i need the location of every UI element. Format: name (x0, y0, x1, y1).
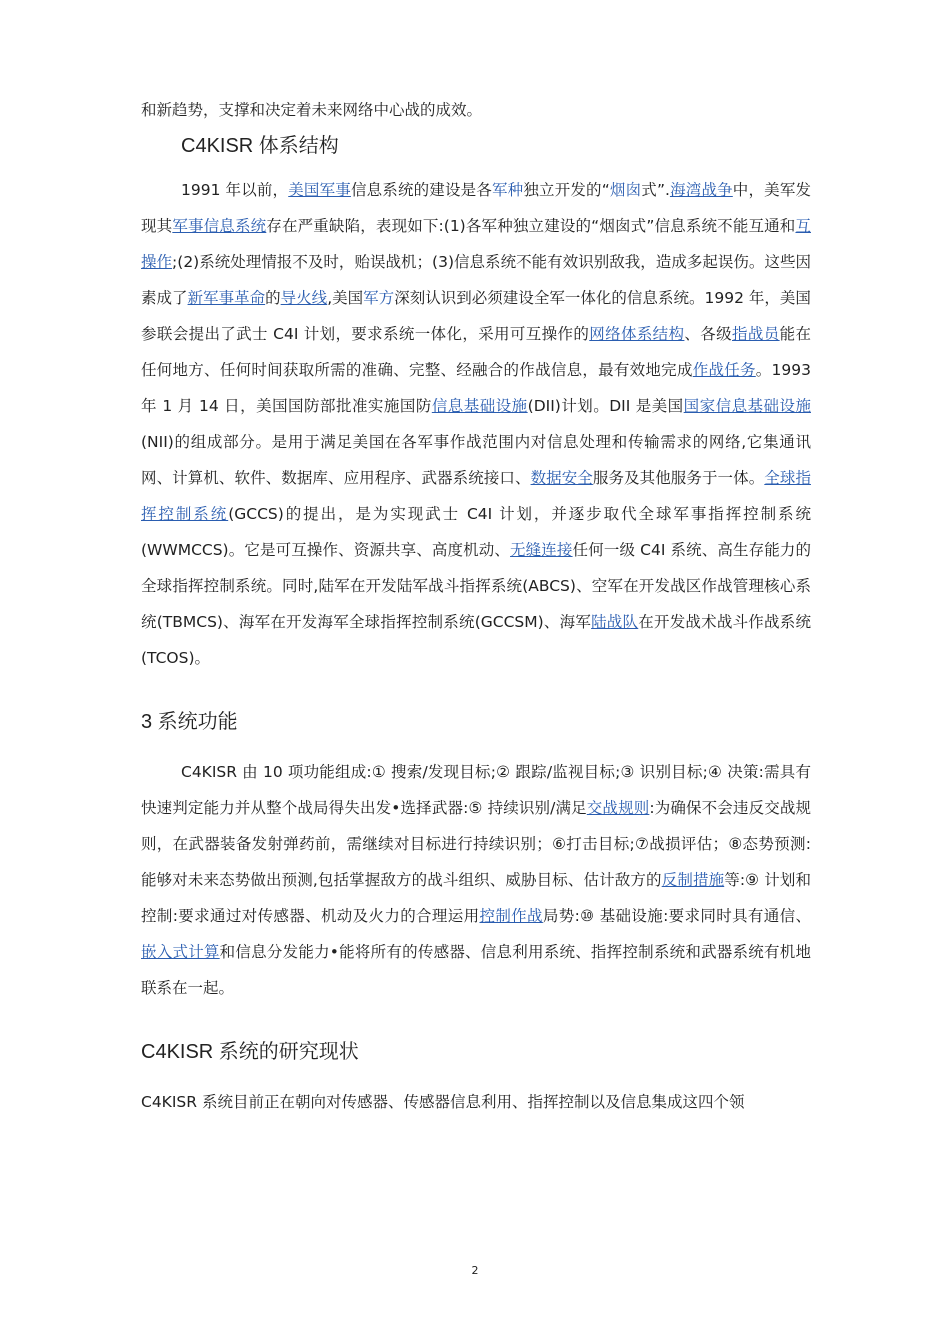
text-run: 独立开发的“ (523, 181, 610, 199)
text-run: 式”. (641, 181, 670, 199)
hyperlink[interactable]: 互操作 (141, 217, 811, 271)
document-body (141, 92, 811, 1120)
hyperlink[interactable]: 军事信息系统 (172, 217, 267, 235)
text-run: 深刻认识到必须建设全军一体化的信息系统。1992 年，美国参联会提出了武士 C4I 计划，要求系统一体化，采用可互操作的 (141, 289, 811, 343)
hyperlink[interactable]: 美国军事 (288, 181, 351, 199)
text-run: C4KISR 系统目前正在朝向对传感器、传感器信息利用、指挥控制以及信息集成这四个领 (141, 1093, 745, 1111)
paragraph-architecture (141, 172, 811, 676)
hyperlink[interactable]: 导火线 (280, 289, 328, 307)
hyperlink[interactable]: 指战员 (732, 325, 780, 343)
text-run: 局势:⑩ 基础设施:要求同时具有通信、 (542, 907, 811, 925)
paragraph-continuation (141, 92, 811, 128)
text-run: ,美国 (327, 289, 364, 307)
text-run: 存在严重缺陷，表现如下:(1)各军种独立建设的“烟囱式”信息系统不能互通和 (266, 217, 796, 235)
text-run: 任何一级 C4I 系统、高生存能力的全球指挥控制系统。同时,陆军在开发陆军战斗指挥系统(ABCS)、空军在开发战区作战管理核心系统(TBMCS)、海军在开发海军全球指挥控制系统(GCCSM)、海军 (141, 541, 811, 631)
text-run: 信息系统的建设是各 (350, 181, 492, 199)
text-run: 军方 (363, 289, 395, 307)
hyperlink[interactable]: 交战规则 (586, 799, 650, 817)
hyperlink[interactable]: 无缝连接 (510, 541, 573, 559)
hyperlink[interactable]: 新军事革命 (187, 289, 266, 307)
text-run: (DII)计划。DII 是美国 (527, 397, 684, 415)
text-run: (NII)的组成部分。是用于满足美国在各军事作战范围内对信息处理和传输需求的网络,它集通讯网、计算机、软件、数据库、应用程序、武器系统接口、 (141, 433, 811, 487)
text-run: 、各级 (684, 325, 732, 343)
text-run: 。1993 年 1 月 14 日，美国国防部批准实施国防 (141, 361, 811, 415)
text-run: 的 (265, 289, 281, 307)
text-run: 服务及其他服务于一体。 (592, 469, 765, 487)
hyperlink[interactable]: 陆战队 (591, 613, 639, 631)
page-number: 2 (471, 1264, 479, 1277)
hyperlink[interactable]: 海湾战争 (669, 181, 733, 199)
section-heading-functions: 3 系统功能 (141, 711, 238, 733)
section-heading-research-status: C4KISR 系统的研究现状 (141, 1041, 359, 1063)
hyperlink[interactable]: 反制措施 (661, 871, 725, 889)
text-run: ;(2)系统处理情报不及时，贻误战机；(3)信息系统不能有效识别敌我，造成多起误伤。这些因素成了 (141, 253, 811, 307)
paragraph-research-status (141, 1084, 811, 1120)
text-run: C4KISR 由 10 项功能组成:① 搜索/发现目标;② 跟踪/监视目标;③ 识别目标;④ 决策:需具有快速判定能力并从整个战局得失出发•选择武器:⑤ 持续识别/满足 (141, 763, 811, 817)
text-run: 1991 年以前， (181, 181, 289, 199)
text-run: 等:⑨ 计划和控制:要求通过对传感器、机动及火力的合理运用 (141, 871, 811, 925)
hyperlink[interactable]: 国家信息基础设施 (683, 397, 811, 415)
text-run: 军种 (492, 181, 524, 199)
hyperlink[interactable]: 全球指挥控制系统 (141, 469, 811, 523)
text-run: 烟囱 (609, 181, 642, 199)
text-run: 能在任何地方、任何时间获取所需的准确、完整、经融合的作战信息，最有效地完成 (141, 325, 811, 379)
hyperlink[interactable]: 数据安全 (530, 469, 593, 487)
text-run: :为确保不会违反交战规则，在武器装备发射弹药前，需继续对目标进行持续识别；⑥打击目标;⑦战损评估；⑧态势预测:能够对未来态势做出预测,包括掌握敌方的战斗组织、威胁目标、估计敌方的 (141, 799, 811, 889)
hyperlink[interactable]: 嵌入式计算 (141, 943, 220, 961)
hyperlink[interactable]: 信息基础设施 (431, 397, 528, 415)
hyperlink[interactable]: 作战任务 (692, 361, 756, 379)
paragraph-functions (141, 754, 811, 1006)
text-run: 和新趋势，支撑和决定着未来网络中心战的成效。 (141, 101, 483, 119)
text-run: 中，美军发现其 (141, 181, 811, 235)
hyperlink[interactable]: 网络体系结构 (589, 325, 685, 343)
text-run: (GCCS)的提出，是为实现武士 C4I 计划，并逐步取代全球军事指挥控制系统(WWMCCS)。它是可互操作、资源共享、高度机动、 (141, 505, 811, 559)
text-run: 在开发战术战斗作战系统(TCOS)。 (141, 613, 811, 667)
section-heading-architecture: C4KISR 体系结构 (181, 135, 339, 157)
hyperlink[interactable]: 控制作战 (479, 907, 543, 925)
text-run: 和信息分发能力•能将所有的传感器、信息利用系统、指挥控制系统和武器系统有机地联系在一起。 (141, 943, 811, 997)
